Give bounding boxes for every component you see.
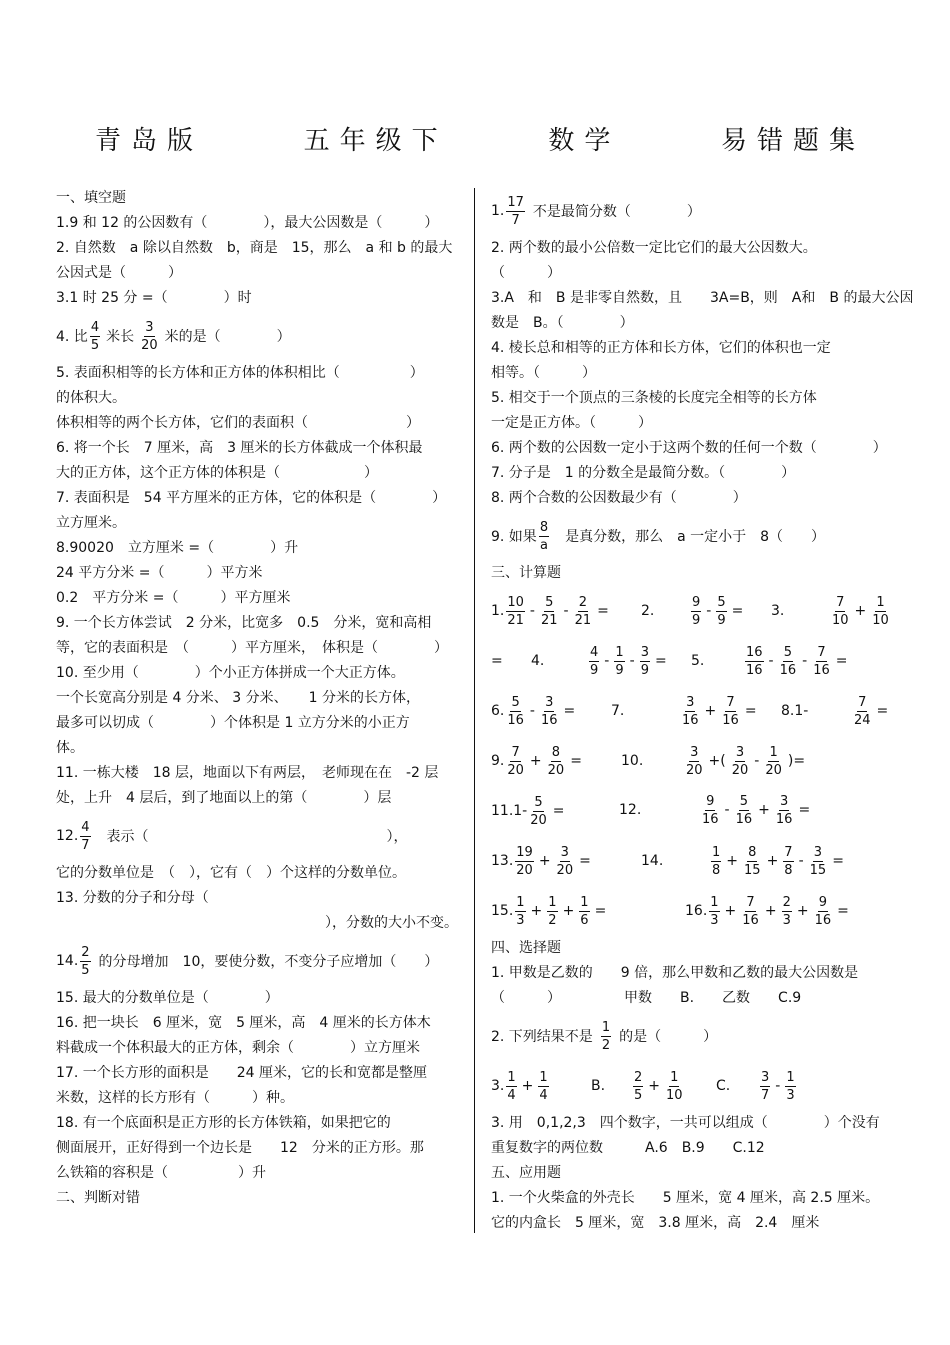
calc-4: 4. $\frac{4}{9}$ - $\frac{1}{9}$ - $\frac{3}{9}$ = xyxy=(531,644,667,678)
judge-9: 9. 如果 $\frac{8}{a}$ 是真分数，那么 a 一定小于 8（ ） xyxy=(491,519,826,553)
choice-3-line-1: 3. 用 0,1,2,3 四个数字，一共可以组成（ ）个没有 xyxy=(491,1115,880,1131)
calc-row-3 xyxy=(491,686,893,736)
question-9-line-2: 等，它的表面积是 （ ）平方厘米， 体积是（ ） xyxy=(56,640,448,656)
judge-4-line-2: 相等。（ ） xyxy=(491,365,596,381)
calc-9: 9. $\frac{7}{20}$ + $\frac{8}{20}$ = xyxy=(491,744,582,778)
question-10-line-4: 体。 xyxy=(56,740,84,756)
calc-row-2: = 4. $\frac{4}{9}$ - $\frac{1}{9}$ - $\frac{3}{9}$ = 5. $\frac{16}{16}$ - $\frac{5}{16}$ - $\frac{7}{16}$ = xyxy=(491,636,893,686)
choice-3-line-2: 重复数字的两位数 A.6 B.9 C.12 xyxy=(491,1140,765,1156)
question-13-line-1: 13. 分数的分子和分母（ xyxy=(56,890,209,906)
calc-13: 13. $\frac{19}{20}$ + $\frac{3}{20}$ = xyxy=(491,844,591,878)
question-16-line-2: 料截成一个体积最大的正方体，剩余（ ）立方厘米 xyxy=(56,1040,420,1056)
section-calculation: 三、计算题 xyxy=(491,565,561,581)
right-column xyxy=(491,186,914,1236)
question-4: 4. 比 $\frac{4}{5}$ 米长 $\frac{3}{20}$ 米的是（ ） xyxy=(56,319,291,353)
question-13-line-2: ），分数的大小不变。 xyxy=(325,915,458,931)
page-title xyxy=(95,120,865,160)
calc-6: 6. $\frac{5}{16}$ - $\frac{3}{16}$ = xyxy=(491,694,576,728)
judge-1: 1. $\frac{17}{7}$ 不是最简分数（ ） xyxy=(491,194,701,228)
fraction: $\frac{1}{2}$ xyxy=(601,1019,611,1053)
calc-row-7 xyxy=(491,886,893,936)
title-part-subject: 数学 xyxy=(548,126,621,156)
judge-4-line-1: 4. 棱长总和相等的正方体和长方体，它们的体积也一定 xyxy=(491,340,831,356)
question-18-line-1: 18. 有一个底面积是正方形的长方体铁箱，如果把它的 xyxy=(56,1115,391,1131)
calc-14: 14. $\frac{1}{8}$ + $\frac{8}{15}$ + $\frac{7}{8}$ - $\frac{3}{15}$ = xyxy=(641,844,844,878)
calc-row-1 xyxy=(491,586,893,636)
calc-1: 1. $\frac{10}{21}$ - $\frac{5}{21}$ - $\frac{2}{21}$ = xyxy=(491,594,609,628)
question-9-line-1: 9. 一个长方体尝试 2 分米，比宽多 0.5 分米，宽和高相 xyxy=(56,615,432,631)
question-12-line-2: 它的分数单位是 （ ），它有（ ）个这样的分数单位。 xyxy=(56,865,406,881)
calc-3: 3. $\frac{7}{10}$ + $\frac{1}{10}$ xyxy=(771,594,889,628)
question-7-line-2: 立方厘米。 xyxy=(56,515,126,531)
question-16-line-1: 16. 把一块长 6 厘米，宽 5 厘米，高 4 厘米的长方体木 xyxy=(56,1015,431,1031)
question-15: 15. 最大的分数单位是（ ） xyxy=(56,990,279,1006)
question-5-line-2: 的体积大。 xyxy=(56,390,126,406)
question-8-line-3: 0.2 平方分米 =（ ）平方厘米 xyxy=(56,590,291,606)
fraction: $\frac{8}{a}$ xyxy=(539,519,549,553)
calc-7: 7. $\frac{3}{16}$ + $\frac{7}{16}$ = xyxy=(611,694,757,728)
title-part-publisher: 青岛版 xyxy=(95,126,204,156)
question-5-line-1: 5. 表面积相等的长方体和正方体的体积相比（ ） xyxy=(56,365,424,381)
question-6-line-1: 6. 将一个长 7 厘米，高 3 厘米的长方体截成一个体积最 xyxy=(56,440,423,456)
question-10-line-1: 10. 至少用（ ）个小正方体拼成一个大正方体。 xyxy=(56,665,405,681)
section-multiple-choice: 四、选择题 xyxy=(491,940,561,956)
judge-5-line-2: 一定是正方体。（ ） xyxy=(491,415,652,431)
question-10-line-3: 最多可以切成（ ）个体积是 1 立方分米的小正方 xyxy=(56,715,410,731)
calc-row-4 xyxy=(491,736,893,786)
section-word-problems: 五、应用题 xyxy=(491,1165,561,1181)
question-11-line-1: 11. 一栋大楼 18 层，地面以下有两层， 老师现在在 -2 层 xyxy=(56,765,439,781)
option-a: 3. $\frac{1}{4}$ + $\frac{1}{4}$ xyxy=(491,1069,548,1103)
calc-8: 8.1- $\frac{7}{24}$ = xyxy=(781,694,889,728)
question-6-line-2: 大的正方体，这个正方体的体积是（ ） xyxy=(56,465,378,481)
fraction: $\frac{4}{7}$ xyxy=(81,819,90,853)
question-14: 14. $\frac{2}{5}$ 的分母增加 10，要使分数，不变分子应增加（ ） xyxy=(56,944,439,978)
judge-3-line-1: 3.A 和 B 是非零自然数，且 3A=B，则 A和 B 的最大公因 xyxy=(491,290,914,306)
fraction: $\frac{4}{5}$ xyxy=(90,319,100,353)
fraction: $\frac{3}{20}$ xyxy=(141,319,158,353)
fraction: $\frac{2}{5}$ xyxy=(81,944,90,978)
title-part-grade: 五年级下 xyxy=(303,126,448,156)
word-problem-1-line-1: 1. 一个火柴盒的外壳长 5 厘米，宽 4 厘米，高 2.5 厘米。 xyxy=(491,1190,880,1206)
question-2-line-1: 2. 自然数 a 除以自然数 b，商是 15，那么 a 和 b 的最大 xyxy=(56,240,453,256)
choice-1-line-2: （ ） 甲数 B. 乙数 C.9 xyxy=(491,990,802,1006)
judge-8: 8. 两个合数的公因数最少有（ ） xyxy=(491,490,747,506)
calc-10: 10. $\frac{3}{20}$ +( $\frac{3}{20}$ - $\frac{1}{20}$ )= xyxy=(621,744,806,778)
question-17-line-1: 17. 一个长方形的面积是 24 厘米，它的长和宽都是整厘 xyxy=(56,1065,427,1081)
calc-2: 2. $\frac{9}{9}$ - $\frac{5}{9}$ = xyxy=(641,594,744,628)
question-10-line-2: 一个长宽高分别是 4 分米、 3 分米、 1 分米的长方体， xyxy=(56,690,420,706)
calc-16: 16. $\frac{1}{3}$ + $\frac{7}{16}$ + $\frac{2}{3}$ + $\frac{9}{16}$ = xyxy=(685,894,849,928)
calc-12-expression: 12. $\frac{9}{16}$ - $\frac{5}{16}$ + $\frac{3}{16}$ = xyxy=(619,793,811,827)
choice-1-line-1: 1. 甲数是乙数的 9 倍，那么甲数和乙数的最大公因数是 xyxy=(491,965,859,981)
option-b: B. $\frac{2}{5}$ + $\frac{1}{10}$ xyxy=(591,1069,683,1103)
left-column xyxy=(56,186,458,1211)
question-8-line-2: 24 平方分米 =（ ）平方米 xyxy=(56,565,263,581)
calc-11: 11.1- $\frac{5}{20}$ = xyxy=(491,794,565,828)
calc-5: 5. $\frac{16}{16}$ - $\frac{5}{16}$ - $\frac{7}{16}$ = xyxy=(691,644,848,678)
question-2-line-2: 公因式是（ ） xyxy=(56,265,182,281)
section-true-false: 二、判断对错 xyxy=(56,1190,140,1206)
judge-7: 7. 分子是 1 的分数全是最简分数。（ ） xyxy=(491,465,796,481)
judge-2-line-1: 2. 两个数的最小公倍数一定比它们的最大公因数大。 xyxy=(491,240,817,256)
question-5-line-3: 体积相等的两个长方体，它们的表面积（ ） xyxy=(56,415,420,431)
question-18-line-3: 么铁箱的容积是（ ）升 xyxy=(56,1165,266,1181)
judge-2-line-2: （ ） xyxy=(491,265,561,281)
fraction: $\frac{17}{7}$ xyxy=(507,194,524,228)
section-fill-in: 一、填空题 xyxy=(56,190,126,206)
question-18-line-2: 侧面展开，正好得到一个边长是 12 分米的正方形。那 xyxy=(56,1140,424,1156)
choice-2-options xyxy=(491,1061,893,1111)
question-1: 1.9 和 12 的公因数有（ ），最大公因数是（ ） xyxy=(56,215,439,231)
question-17-line-2: 米数，这样的长方形有（ ）种。 xyxy=(56,1090,294,1106)
judge-5-line-1: 5. 相交于一个顶点的三条棱的长度完全相等的长方体 xyxy=(491,390,817,406)
judge-3-line-2: 数是 B。（ ） xyxy=(491,315,634,331)
word-problem-1-line-2: 它的内盒长 5 厘米，宽 3.8 厘米，高 2.4 厘米 xyxy=(491,1215,820,1231)
option-c: C. $\frac{3}{7}$ - $\frac{1}{3}$ xyxy=(716,1069,795,1103)
title-part-collection: 易错题集 xyxy=(720,126,865,156)
question-11-line-2: 处，上升 4 层后，到了地面以上的第（ ）层 xyxy=(56,790,392,806)
calc-row-6 xyxy=(491,836,893,886)
question-8-line-1: 8.90020 立方厘米 =（ ）升 xyxy=(56,540,299,556)
question-12: 12. $\frac{4}{7}$ 表示（ ）， xyxy=(56,819,408,853)
judge-6: 6. 两个数的公因数一定小于这两个数的任何一个数（ ） xyxy=(491,440,887,456)
choice-2: 2. 下列结果不是 $\frac{1}{2}$ 的是（ ） xyxy=(491,1019,718,1053)
question-3: 3.1 时 25 分 =（ ）时 xyxy=(56,290,252,306)
calc-15: 15. $\frac{1}{3}$ + $\frac{1}{2}$ + $\frac{1}{6}$ = xyxy=(491,894,607,928)
column-divider xyxy=(474,188,475,1233)
question-7-line-1: 7. 表面积是 54 平方厘米的正方体，它的体积是（ ） xyxy=(56,490,447,506)
